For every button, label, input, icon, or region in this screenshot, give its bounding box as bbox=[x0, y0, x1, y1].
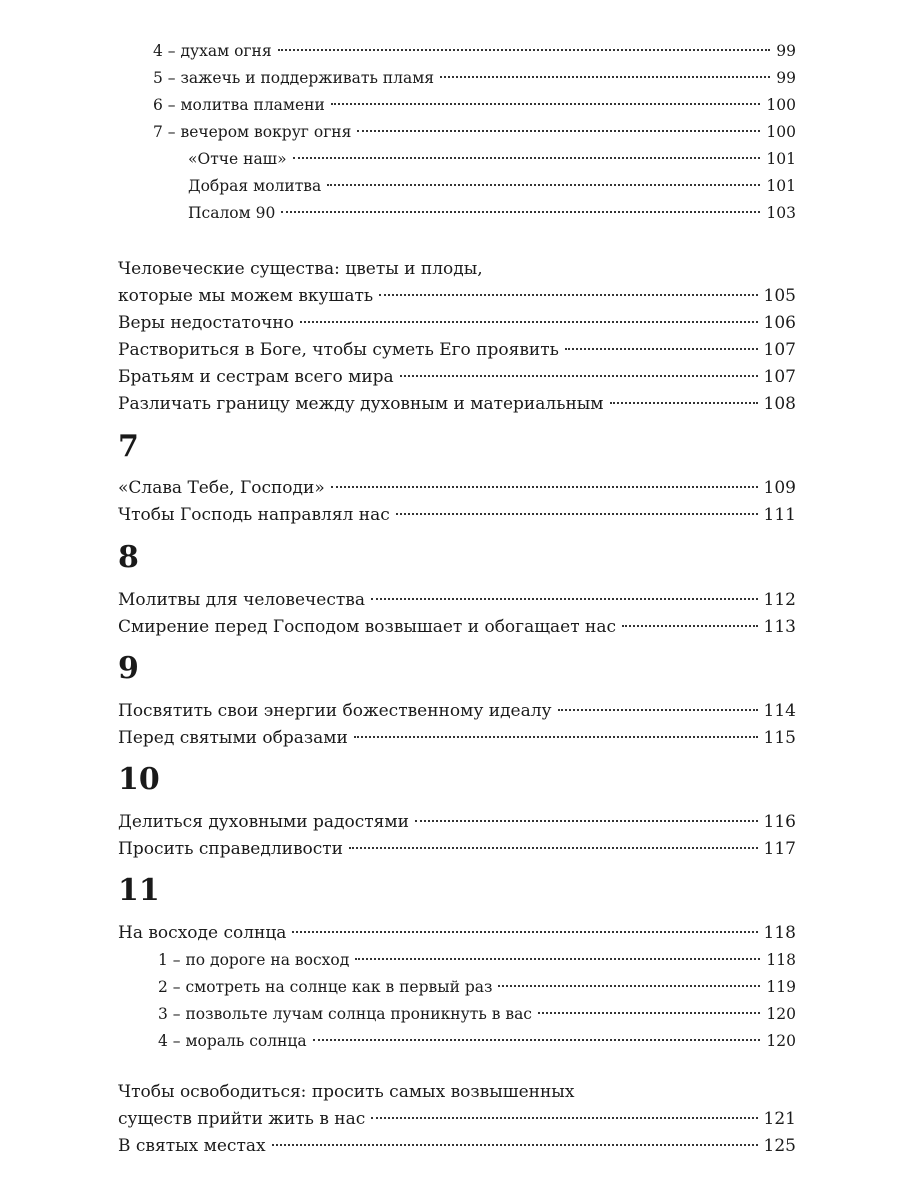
toc-entry[interactable] bbox=[188, 146, 796, 172]
toc-entry-page: 116 bbox=[763, 812, 796, 832]
toc-entry[interactable] bbox=[118, 475, 796, 501]
dot-leader bbox=[313, 1039, 761, 1041]
toc-entry-title: 3 – позвольте лучам солнца проникнуть в вас bbox=[158, 1005, 532, 1023]
toc-entry[interactable] bbox=[118, 310, 796, 336]
toc-entry[interactable] bbox=[118, 614, 796, 640]
toc-entry[interactable] bbox=[118, 1106, 796, 1132]
toc-entry-page: 101 bbox=[766, 150, 796, 168]
toc-entry-page: 99 bbox=[776, 69, 796, 87]
dot-leader bbox=[396, 513, 758, 515]
toc-entry-page: 118 bbox=[763, 923, 796, 943]
toc-entry-title: Псалом 90 bbox=[188, 204, 276, 222]
toc-entry-title: Перед святыми образами bbox=[118, 728, 348, 748]
toc-entry-title: 6 – молитва пламени bbox=[153, 96, 325, 114]
toc-entry[interactable] bbox=[153, 38, 796, 64]
toc-entry-title: На восходе солнца bbox=[118, 923, 287, 943]
dot-leader bbox=[558, 709, 758, 711]
toc-entry[interactable] bbox=[158, 974, 796, 1000]
toc-entry-title: 7 – вечером вокруг огня bbox=[153, 123, 352, 141]
toc-entry-page: 117 bbox=[763, 839, 796, 859]
toc-entry-page: 107 bbox=[763, 340, 796, 360]
dot-leader bbox=[355, 958, 760, 960]
toc-entry[interactable] bbox=[153, 92, 796, 118]
dot-leader bbox=[272, 1144, 758, 1146]
toc-entry[interactable] bbox=[118, 502, 796, 528]
toc-entry-title: 2 – смотреть на солнце как в первый раз bbox=[158, 978, 493, 996]
toc-entry[interactable] bbox=[158, 1028, 796, 1054]
toc-entry-title: Делиться духовными радостями bbox=[118, 812, 409, 832]
toc-entry[interactable] bbox=[118, 283, 796, 309]
toc-entry[interactable] bbox=[188, 173, 796, 199]
dot-leader bbox=[293, 157, 761, 159]
section-number-9: 9 bbox=[118, 651, 139, 686]
toc-entry-page: 118 bbox=[766, 951, 796, 969]
toc-entry-title: Добрая молитва bbox=[188, 177, 322, 195]
toc-entry-page: 105 bbox=[763, 286, 796, 306]
toc-entry[interactable] bbox=[118, 337, 796, 363]
dot-leader bbox=[357, 130, 760, 132]
toc-entry-page: 108 bbox=[763, 394, 796, 414]
toc-entry[interactable] bbox=[118, 587, 796, 613]
dot-leader bbox=[415, 820, 758, 822]
toc-entry-title: «Отче наш» bbox=[188, 150, 287, 168]
toc-entry-title: 4 – мораль солнца bbox=[158, 1032, 307, 1050]
toc-entry-title: Братьям и сестрам всего мира bbox=[118, 367, 394, 387]
dot-leader bbox=[498, 985, 760, 987]
toc-entry[interactable] bbox=[158, 947, 796, 973]
toc-entry-page: 99 bbox=[776, 42, 796, 60]
section-number-11: 11 bbox=[118, 873, 160, 908]
toc-entry-page: 125 bbox=[763, 1136, 796, 1156]
toc-entry-title: 1 – по дороге на восход bbox=[158, 951, 350, 969]
dot-leader bbox=[538, 1012, 760, 1014]
toc-entry[interactable] bbox=[188, 200, 796, 226]
toc-entry-title: Веры недостаточно bbox=[118, 313, 294, 333]
dot-leader bbox=[278, 49, 771, 51]
toc-entry-title: 5 – зажечь и поддерживать пламя bbox=[153, 69, 435, 87]
section-number-10: 10 bbox=[118, 762, 160, 797]
toc-entry-title: В святых местах bbox=[118, 1136, 266, 1156]
dot-leader bbox=[292, 931, 757, 933]
toc-entry-title: Смирение перед Господом возвышает и обогащает нас bbox=[118, 617, 617, 637]
dot-leader bbox=[565, 348, 758, 350]
dot-leader bbox=[371, 1117, 757, 1119]
dot-leader bbox=[300, 321, 758, 323]
toc-entry[interactable] bbox=[153, 65, 796, 91]
toc-entry[interactable] bbox=[118, 836, 796, 862]
toc-entry-page: 103 bbox=[766, 204, 796, 222]
toc-entry-title: «Слава Тебе, Господи» bbox=[118, 478, 325, 498]
toc-entry[interactable] bbox=[118, 364, 796, 390]
dot-leader bbox=[281, 211, 760, 213]
toc-entry-page: 115 bbox=[763, 728, 796, 748]
toc-entry-title: Чтобы Господь направлял нас bbox=[118, 505, 390, 525]
dot-leader bbox=[354, 736, 758, 738]
toc-entry[interactable] bbox=[158, 1001, 796, 1027]
toc-entry-page: 114 bbox=[763, 701, 796, 721]
toc-entry-title: которые мы можем вкушать bbox=[118, 286, 374, 306]
toc-entry-title: существ прийти жить в нас bbox=[118, 1109, 366, 1129]
dot-leader bbox=[327, 184, 760, 186]
section-number-7: 7 bbox=[118, 429, 139, 464]
toc-entry-title: Различать границу между духовным и материальным bbox=[118, 394, 604, 414]
toc-entry-page: 106 bbox=[763, 313, 796, 333]
toc-entry-title: Молитвы для человечества bbox=[118, 590, 365, 610]
toc-entry-page: 107 bbox=[763, 367, 796, 387]
toc-entry-page: 112 bbox=[763, 590, 796, 610]
toc-entry-page: 100 bbox=[766, 123, 796, 141]
dot-leader bbox=[349, 847, 758, 849]
toc-entry-page: 120 bbox=[766, 1005, 796, 1023]
toc-entry[interactable] bbox=[118, 698, 796, 724]
toc-entry-page: 111 bbox=[763, 505, 796, 525]
toc-entry-title-line: Человеческие существа: цветы и плоды, bbox=[118, 259, 483, 279]
toc-entry[interactable] bbox=[118, 809, 796, 835]
toc-entry[interactable] bbox=[118, 391, 796, 417]
toc-entry-title: Посвятить свои энергии божественному идеалу bbox=[118, 701, 552, 721]
dot-leader bbox=[622, 625, 758, 627]
dot-leader bbox=[379, 294, 757, 296]
toc-entry-page: 119 bbox=[766, 978, 796, 996]
toc-entry-title: Раствориться в Боге, чтобы суметь Его проявить bbox=[118, 340, 559, 360]
toc-entry-page: 113 bbox=[763, 617, 796, 637]
dot-leader bbox=[400, 375, 758, 377]
section-number-8: 8 bbox=[118, 540, 139, 575]
dot-leader bbox=[331, 486, 758, 488]
toc-entry[interactable] bbox=[153, 119, 796, 145]
toc-entry-page: 101 bbox=[766, 177, 796, 195]
dot-leader bbox=[371, 598, 758, 600]
dot-leader bbox=[610, 402, 758, 404]
toc-entry[interactable] bbox=[118, 920, 796, 946]
toc-entry-title-line: Чтобы освободиться: просить самых возвышенных bbox=[118, 1082, 575, 1102]
toc-entry-title: Просить справедливости bbox=[118, 839, 344, 859]
toc-entry[interactable] bbox=[118, 1133, 796, 1159]
toc-entry-page: 121 bbox=[763, 1109, 796, 1129]
dot-leader bbox=[440, 76, 770, 78]
toc-entry-page: 120 bbox=[766, 1032, 796, 1050]
toc-entry-title: 4 – духам огня bbox=[153, 42, 272, 60]
toc-entry[interactable] bbox=[118, 725, 796, 751]
toc-entry-page: 100 bbox=[766, 96, 796, 114]
dot-leader bbox=[331, 103, 761, 105]
toc-entry-page: 109 bbox=[763, 478, 796, 498]
